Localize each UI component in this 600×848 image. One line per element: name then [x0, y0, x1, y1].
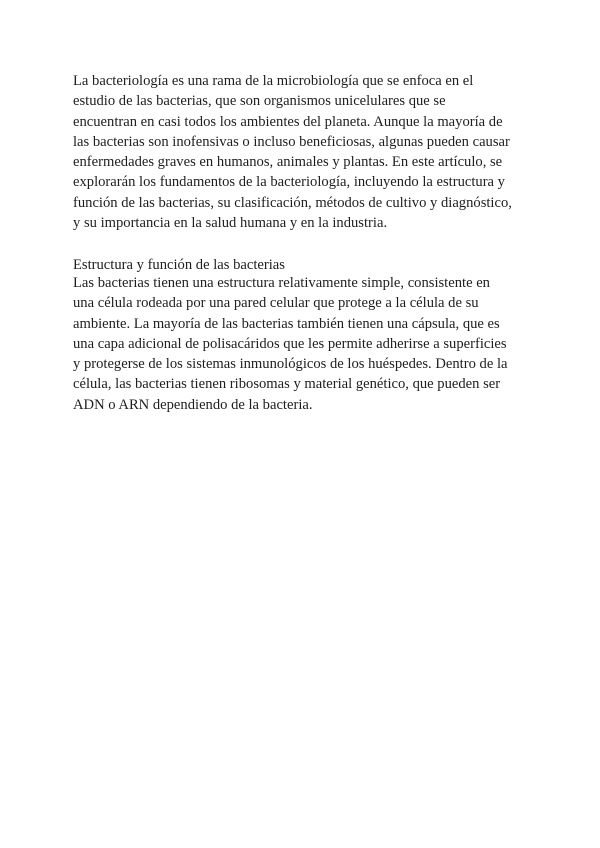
paragraph-line: función de las bacterias, su clasificación, métodos de cultivo y diagnóstico,	[73, 194, 512, 211]
paragraph-line: ambiente. La mayoría de las bacterias también tienen una cápsula, que es	[73, 315, 500, 332]
paragraph-line: una célula rodeada por una pared celular que protege a la célula de su	[73, 295, 479, 312]
paragraph-line: La bacteriología es una rama de la microbiología que se enfoca en el	[73, 73, 474, 89]
paragraph-line: y su importancia en la salud humana y en la industria.	[73, 215, 388, 232]
section-heading: Estructura y función de las bacterias	[73, 257, 285, 273]
paragraph-line: ADN o ARN dependiendo de la bacteria.	[73, 396, 313, 413]
section-paragraph	[73, 273, 533, 415]
paragraph-line: explorarán los fundamentos de la bacteriología, incluyendo la estructura y	[73, 174, 505, 191]
paragraph-line: encuentran en casi todos los ambientes del planeta. Aunque la mayoría de	[73, 113, 503, 130]
paragraph-line: enfermedades graves en humanos, animales y plantas. En este artículo, se	[73, 154, 503, 171]
paragraph-line: las bacterias son inofensivas o incluso beneficiosas, algunas pueden causar	[73, 133, 510, 150]
intro-paragraph	[73, 71, 533, 233]
paragraph-line: Las bacterias tienen una estructura relativamente simple, consistente en	[73, 275, 490, 291]
paragraph-line: y protegerse de los sistemas inmunológicos de los huéspedes. Dentro de la	[73, 356, 508, 373]
paragraph-line: estudio de las bacterias, que son organismos unicelulares que se	[73, 93, 446, 110]
paragraph-line: una capa adicional de polisacáridos que les permite adherirse a superficies	[73, 335, 507, 352]
paragraph-line: célula, las bacterias tienen ribosomas y material genético, que pueden ser	[73, 376, 501, 393]
